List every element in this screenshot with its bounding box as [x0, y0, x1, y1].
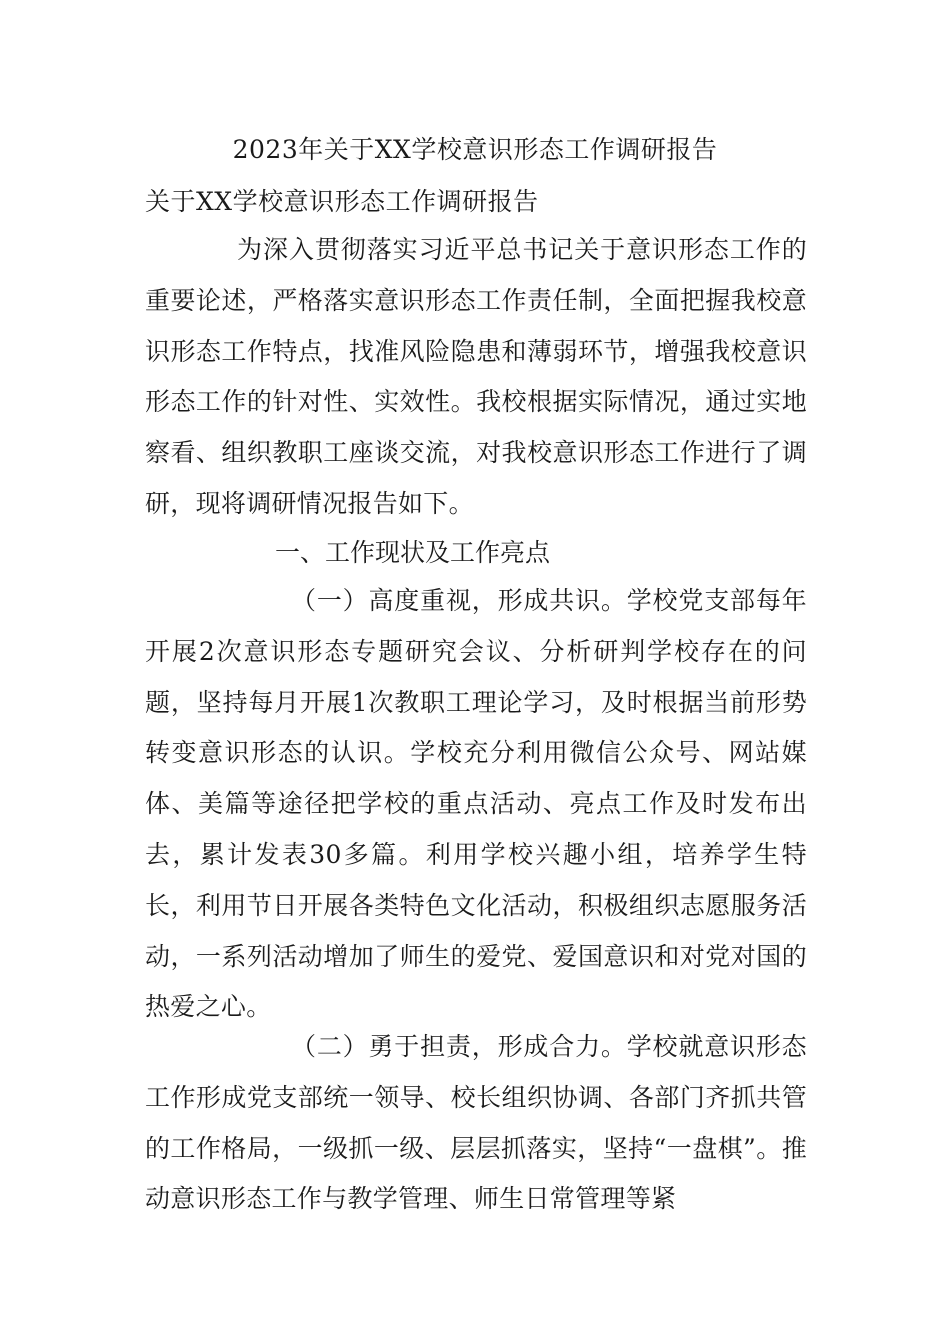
document-title: 2023年关于XX学校意识形态工作调研报告 [232, 135, 718, 164]
section-heading: 一、工作现状及工作亮点 [275, 538, 551, 567]
body-paragraph-1: （一）高度重视，形成共识。学校党支部每年开展2次意识形态专题研究会议、分析研判学校存在的问题，坚持每月开展1次教职工理论学习，及时根据当前形势转变意识形态的认识。学校充分利用微信公众号、网站媒体、美篇等途径把学校的重点活动、亮点工作及时发布出去，累计发表30多篇。利用学校兴趣小组，培养学生特长，利用节日开展各类特色文化活动，积极组织志愿服务活动，一系列活动增加了师生的爱党、爱国意识和对党对国的热爱之心。 [145, 586, 807, 1022]
intro-paragraph: 为深入贯彻落实习近平总书记关于意识形态工作的重要论述，严格落实意识形态工作责任制，全面把握我校意识形态工作特点，找准风险隐患和薄弱环节，增强我校意识形态工作的针对性、实效性。我校根据实际情况，通过实地察看、组织教职工座谈交流，对我校意识形态工作进行了调研，现将调研情况报告如下。 [145, 235, 807, 518]
body-paragraph-2: （二）勇于担责，形成合力。学校就意识形态工作形成党支部统一领导、校长组织协调、各部门齐抓共管的工作格局，一级抓一级、层层抓落实，坚持“一盘棋”。推动意识形态工作与教学管理、师生日常管理等紧 [145, 1032, 807, 1214]
document-subtitle: 关于XX学校意识形态工作调研报告 [145, 187, 539, 216]
